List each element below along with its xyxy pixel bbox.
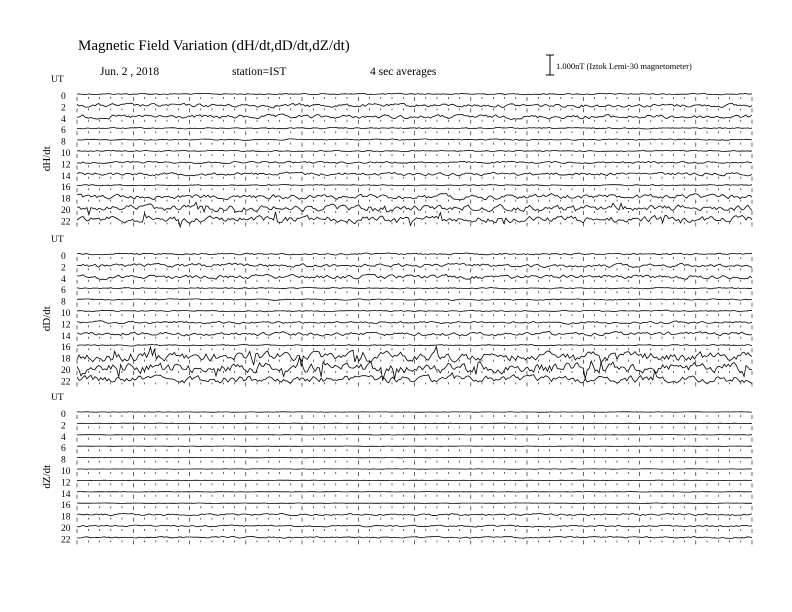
row-ticks: [77, 177, 752, 181]
row-label: 22: [61, 535, 71, 546]
row-ticks: [77, 483, 752, 487]
row-label: 4: [61, 432, 66, 443]
row-ticks: [77, 506, 752, 510]
row-ticks: [77, 108, 752, 112]
row-label: 18: [61, 354, 71, 365]
row-ticks: [77, 268, 752, 272]
row-label: 18: [61, 194, 71, 205]
series-trace: [77, 345, 752, 347]
series-trace: [77, 503, 752, 504]
series-trace: [77, 480, 752, 481]
row-ticks: [77, 291, 752, 295]
row-label: 16: [61, 343, 71, 354]
row-ticks: [77, 222, 752, 226]
row-ticks: [77, 449, 752, 453]
row-ticks: [77, 348, 752, 352]
series-trace: [77, 525, 752, 527]
series-trace: [77, 103, 752, 108]
row-label: 2: [61, 263, 66, 274]
row-ticks: [77, 325, 752, 329]
row-ticks: [77, 97, 752, 101]
series-trace: [77, 93, 752, 95]
chart-title: Magnetic Field Variation (dH/dt,dD/dt,dZ/dt): [78, 38, 350, 54]
series-trace: [77, 184, 752, 186]
row-label: 8: [61, 297, 66, 308]
series-trace: [77, 299, 752, 301]
series-trace: [77, 114, 752, 120]
row-ticks: [77, 154, 752, 158]
scale-label: 1.000nT (Iztok Lemi-30 magnetometer): [556, 61, 692, 71]
series-trace: [77, 139, 752, 141]
row-label: 10: [61, 467, 71, 477]
row-label: 12: [61, 320, 71, 331]
row-ticks: [77, 461, 752, 465]
row-label: 22: [61, 377, 71, 388]
panel-ylabel: dH/dt: [41, 146, 53, 172]
ut-axis-label: UT: [51, 235, 64, 245]
series-trace: [77, 492, 752, 493]
row-label: 12: [61, 160, 71, 171]
row-ticks: [77, 314, 752, 318]
row-ticks: [77, 472, 752, 476]
row-ticks: [77, 529, 752, 533]
row-label: 4: [61, 114, 66, 125]
series-trace: [77, 263, 752, 267]
row-ticks: [77, 540, 752, 544]
series-trace: [77, 161, 752, 163]
panel-ylabel: dD/dt: [41, 306, 53, 332]
row-label: 18: [61, 512, 71, 523]
row-ticks: [77, 120, 752, 124]
date-label: Jun. 2 , 2018: [100, 66, 160, 78]
row-label: 16: [61, 501, 71, 512]
row-ticks: [77, 371, 752, 375]
row-label: 0: [61, 92, 66, 102]
row-label: 6: [61, 126, 66, 137]
series-trace: [77, 423, 752, 424]
row-label: 14: [61, 489, 71, 500]
row-label: 6: [61, 444, 66, 455]
row-ticks: [77, 131, 752, 135]
panel-dD-dt: [41, 235, 752, 387]
row-ticks: [77, 143, 752, 147]
series-trace: [77, 536, 752, 538]
row-ticks: [77, 200, 752, 204]
averaging-label: 4 sec averages: [370, 66, 437, 78]
row-ticks: [77, 280, 752, 284]
row-ticks: [77, 426, 752, 430]
panel-ylabel: dZ/dt: [41, 464, 53, 489]
panel-dZ-dt: [41, 393, 752, 545]
row-label: 22: [61, 217, 71, 228]
row-label: 2: [61, 103, 66, 114]
row-label: 20: [61, 366, 71, 376]
series-trace: [77, 253, 752, 255]
row-ticks: [77, 303, 752, 307]
row-label: 14: [61, 171, 71, 182]
row-ticks: [77, 211, 752, 215]
ut-axis-label: UT: [51, 75, 64, 85]
row-ticks: [77, 337, 752, 341]
series-trace: [77, 193, 752, 200]
series-trace: [77, 274, 752, 279]
row-label: 0: [61, 252, 66, 262]
row-ticks: [77, 518, 752, 522]
series-trace: [77, 310, 752, 312]
row-ticks: [77, 188, 752, 192]
ut-axis-label: UT: [51, 393, 64, 403]
series-trace: [77, 127, 752, 129]
row-label: 6: [61, 286, 66, 297]
row-ticks: [77, 495, 752, 499]
series-trace: [77, 412, 752, 413]
series-trace: [77, 469, 752, 470]
series-trace: [77, 172, 752, 176]
scale-bar: [546, 55, 554, 75]
row-label: 12: [61, 478, 71, 489]
row-label: 8: [61, 455, 66, 466]
row-ticks: [77, 257, 752, 261]
series-trace: [77, 513, 752, 515]
row-ticks: [77, 438, 752, 442]
row-label: 20: [61, 524, 71, 534]
row-label: 14: [61, 331, 71, 342]
row-ticks: [77, 382, 752, 386]
station-label: station=IST: [232, 66, 287, 78]
row-label: 8: [61, 137, 66, 148]
series-trace: [77, 150, 752, 151]
row-label: 4: [61, 274, 66, 285]
row-label: 10: [61, 149, 71, 159]
row-ticks: [77, 415, 752, 419]
row-ticks: [77, 165, 752, 169]
panel-dH-dt: [41, 75, 752, 227]
row-label: 16: [61, 183, 71, 194]
row-label: 20: [61, 206, 71, 216]
row-label: 2: [61, 421, 66, 432]
series-trace: [77, 287, 752, 289]
row-label: 0: [61, 410, 66, 420]
series-trace: [77, 321, 752, 325]
series-trace: [77, 331, 752, 336]
row-label: 10: [61, 309, 71, 319]
row-ticks: [77, 360, 752, 364]
series-trace: [77, 435, 752, 436]
